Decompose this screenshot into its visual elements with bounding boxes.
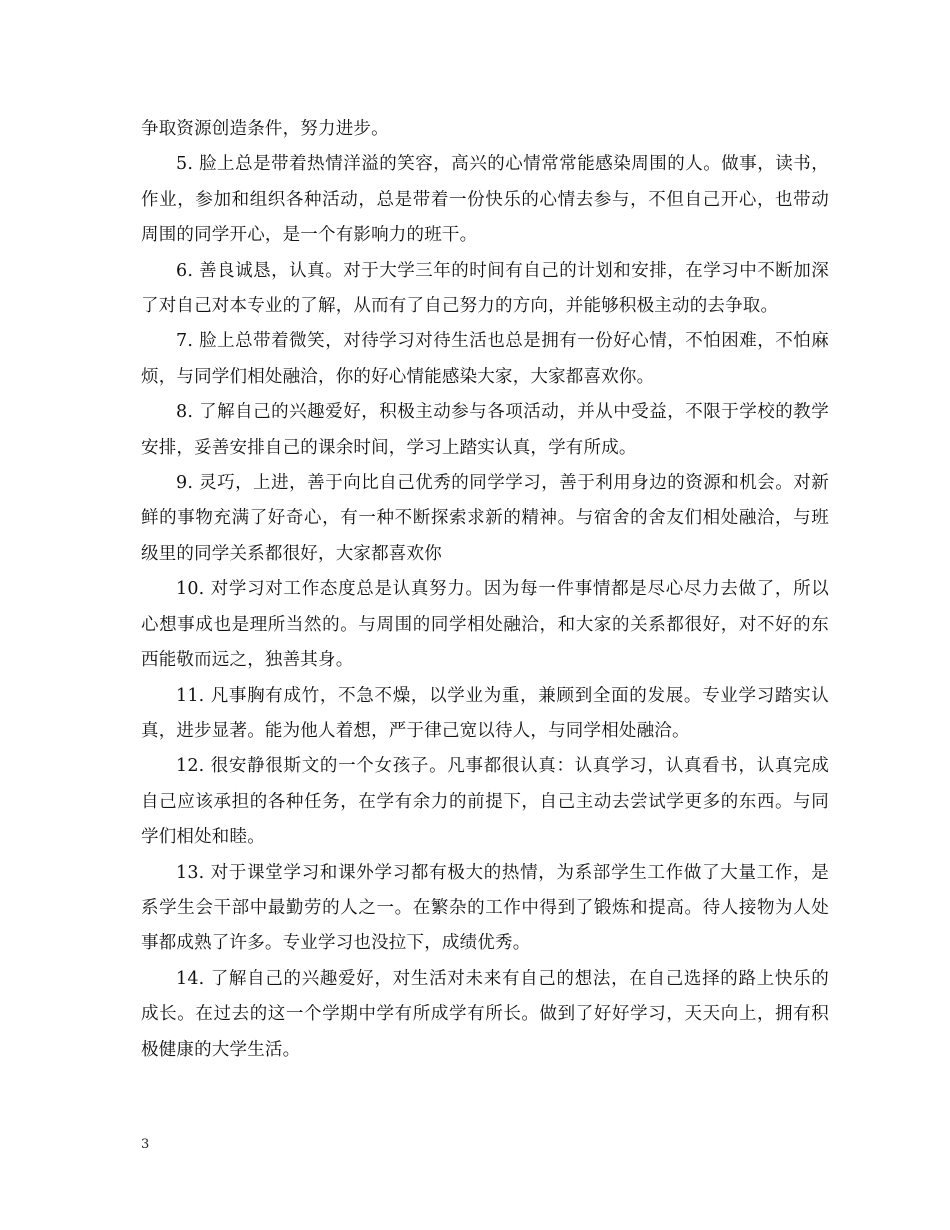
paragraph-item-11: 11. 凡事胸有成竹，不急不燥，以学业为重，兼顾到全面的发展。专业学习踏实认真，进步显著。能为他人着想，严于律己宽以待人，与同学相处融洽。 — [141, 685, 829, 741]
paragraph-continuation: 争取资源创造条件，努力进步。 — [141, 119, 389, 139]
paragraph-item-8: 8. 了解自己的兴趣爱好，积极主动参与各项活动，并从中受益，不限于学校的教学安排，妥善安排自己的课余时间，学习上踏实认真，学有所成。 — [141, 402, 829, 458]
paragraph-item-9: 9. 灵巧，上进，善于向比自己优秀的同学学习，善于利用身边的资源和机会。对新鲜的事物充满了好奇心，有一种不断探索求新的精神。与宿舍的舍友们相处融洽，与班级里的同学关系都很好，大家都喜欢你 — [141, 473, 829, 564]
paragraph-item-7: 7. 脸上总带着微笑，对待学习对待生活也总是拥有一份好心情，不怕困难，不怕麻烦，与同学们相处融洽，你的好心情能感染大家，大家都喜欢你。 — [141, 331, 829, 387]
paragraph-item-6: 6. 善良诚恳，认真。对于大学三年的时间有自己的计划和安排，在学习中不断加深了对自己对本专业的了解，从而有了自己努力的方向，并能够积极主动的去争取。 — [141, 260, 829, 317]
page-number: 3 — [141, 1137, 150, 1152]
paragraph-item-14: 14. 了解自己的兴趣爱好，对生活对未来有自己的想法，在自己选择的路上快乐的成长。在过去的这一个学期中学有所成学有所长。做到了好好学习，天天向上，拥有积极健康的大学生活。 — [141, 968, 829, 1060]
paragraph-item-5: 5. 脸上总是带着热情洋溢的笑容，高兴的心情常常能感染周围的人。做事，读书，作业，参加和组织各种活动，总是带着一份快乐的心情去参与，不但自己开心，也带动周围的同学开心，是一个有影响力的班干。 — [141, 154, 829, 246]
paragraph-item-13: 13. 对于课堂学习和课外学习都有极大的热情，为系部学生工作做了大量工作，是系学生会干部中最勤劳的人之一。在繁杂的工作中得到了锻炼和提高。待人接物为人处事都成熟了许多。专业学习也没拉下，成绩优秀。 — [141, 862, 829, 954]
body-text — [141, 112, 829, 1068]
paragraph-item-10: 10. 对学习对工作态度总是认真努力。因为每一件事情都是尽心尽力去做了，所以心想事成也是理所当然的。与周围的同学相处融洽，和大家的关系都很好，对不好的东西能敬而远之，独善其身。 — [141, 579, 829, 671]
paragraph-item-12: 12. 很安静很斯文的一个女孩子。凡事都很认真：认真学习，认真看书，认真完成自己应该承担的各种任务，在学有余力的前提下，自己主动去尝试学更多的东西。与同学们相处和睦。 — [141, 756, 829, 848]
